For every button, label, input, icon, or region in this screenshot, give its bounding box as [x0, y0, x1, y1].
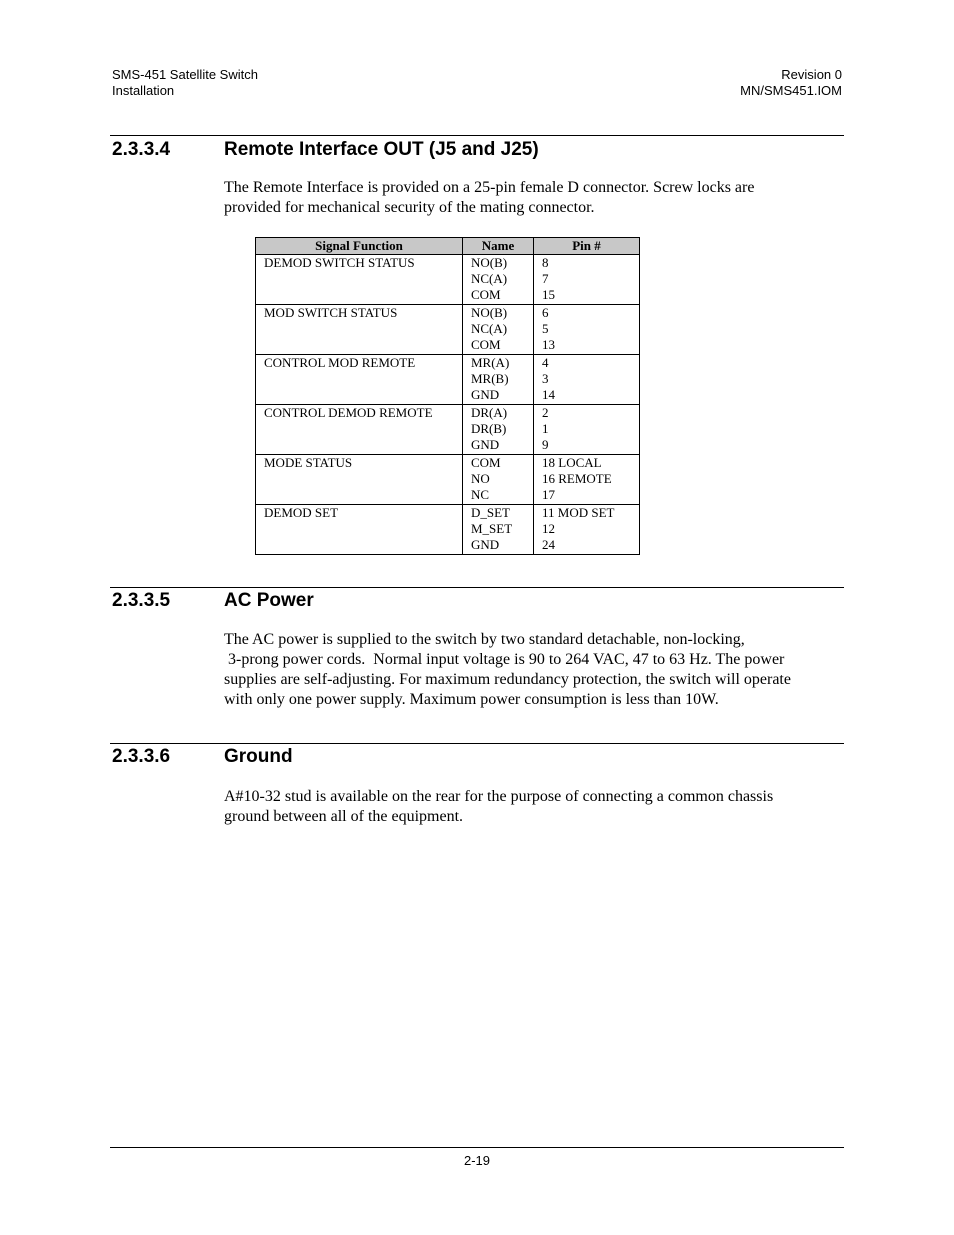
pin-number: 9: [542, 437, 549, 452]
pin-number: 12: [542, 521, 555, 536]
signal-function: MODE STATUS: [264, 455, 353, 470]
section-paragraph: [224, 630, 846, 710]
signal-name: COM: [471, 287, 501, 302]
signal-name: NO: [471, 471, 490, 486]
name-cell: [463, 305, 534, 355]
pin-cell: [534, 455, 640, 505]
doc-title: SMS-451 Satellite Switch: [112, 67, 258, 82]
signal-name: NC(A): [471, 271, 508, 286]
signal-function: DEMOD SWITCH STATUS: [264, 255, 415, 270]
signal-name: MR(A): [471, 355, 510, 370]
signal-name: COM: [471, 455, 501, 470]
table-header-row: [256, 238, 640, 255]
pin-number: 1: [542, 421, 549, 436]
pin-number: 14: [542, 387, 555, 402]
table-row: [256, 455, 640, 505]
signal-function-cell: [256, 255, 463, 305]
name-cell: [463, 255, 534, 305]
name-cell: [463, 505, 534, 555]
pin-number: 6: [542, 305, 549, 320]
section-paragraph: [224, 787, 846, 827]
pin-number: 3: [542, 371, 549, 386]
signal-name: DR(B): [471, 421, 507, 436]
pin-number: 11 MOD SET: [542, 505, 615, 520]
pin-number: 8: [542, 255, 549, 270]
paragraph-line: The AC power is supplied to the switch by two standard detachable, non-locking,: [224, 631, 745, 648]
section-number: 2.3.3.4: [112, 139, 171, 160]
paragraph-line: supplies are self-adjusting. For maximum redundancy protection, the switch will operate: [224, 671, 791, 688]
signal-function-cell: [256, 405, 463, 455]
section-number: 2.3.3.6: [112, 746, 171, 767]
section-title: Remote Interface OUT (J5 and J25): [224, 139, 539, 160]
signal-name: NC: [471, 487, 490, 502]
signal-name: NC(A): [471, 321, 508, 336]
pin-number: 4: [542, 355, 549, 370]
name-cell: [463, 405, 534, 455]
signal-function: MOD SWITCH STATUS: [264, 305, 398, 320]
table-row: [256, 355, 640, 405]
pin-cell: [534, 305, 640, 355]
signal-function: CONTROL DEMOD REMOTE: [264, 405, 433, 420]
doc-number: MN/SMS451.IOM: [740, 83, 842, 98]
section-divider: [110, 587, 844, 588]
pin-number: 18 LOCAL: [542, 455, 602, 470]
header-left: [112, 67, 258, 99]
signal-name: M_SET: [471, 521, 513, 536]
paragraph-line: 3-prong power cords. Normal input voltage is 90 to 264 VAC, 47 to 63 Hz. The power: [224, 651, 785, 668]
table-row: [256, 255, 640, 305]
paragraph-line: The Remote Interface is provided on a 25-pin female D connector. Screw locks are: [224, 179, 755, 196]
revision-label: Revision 0: [781, 67, 842, 82]
header-right: [740, 67, 842, 99]
chapter-title: Installation: [112, 83, 175, 98]
signal-name: GND: [471, 537, 500, 552]
signal-function-cell: [256, 505, 463, 555]
pin-cell: [534, 405, 640, 455]
signal-function: DEMOD SET: [264, 505, 339, 520]
table-row: [256, 405, 640, 455]
section-number: 2.3.3.5: [112, 590, 171, 611]
pin-number: 16 REMOTE: [542, 471, 612, 486]
paragraph-line: provided for mechanical security of the mating connector.: [224, 199, 595, 216]
column-header-name: Name: [463, 238, 534, 255]
signal-name: D_SET: [471, 505, 510, 520]
name-cell: [463, 455, 534, 505]
pin-number: 7: [542, 271, 549, 286]
signal-function-cell: [256, 355, 463, 405]
signal-name: GND: [471, 437, 500, 452]
section-title: AC Power: [224, 590, 314, 611]
section-paragraph: [224, 178, 846, 218]
signal-name: MR(B): [471, 371, 509, 386]
paragraph-line: A#10-32 stud is available on the rear for the purpose of connecting a common chassis: [224, 788, 774, 805]
pin-number: 5: [542, 321, 549, 336]
page-number: 2-19: [463, 1153, 491, 1168]
name-cell: [463, 355, 534, 405]
signal-name: NO(B): [471, 255, 508, 270]
section-title: Ground: [224, 746, 293, 767]
pin-number: 17: [542, 487, 555, 502]
signal-function: CONTROL MOD REMOTE: [264, 355, 416, 370]
table-row: [256, 505, 640, 555]
column-header-pin: Pin #: [534, 238, 640, 255]
section-divider: [110, 135, 844, 136]
pin-number: 2: [542, 405, 549, 420]
signal-name: NO(B): [471, 305, 508, 320]
pin-cell: [534, 505, 640, 555]
signal-function-cell: [256, 455, 463, 505]
pin-number: 13: [542, 337, 555, 352]
signal-name: GND: [471, 387, 500, 402]
signal-name: DR(A): [471, 405, 508, 420]
section-divider: [110, 743, 844, 744]
table-row: [256, 305, 640, 355]
pin-number: 15: [542, 287, 555, 302]
paragraph-line: with only one power supply. Maximum power consumption is less than 10W.: [224, 691, 719, 708]
footer-divider: [110, 1147, 844, 1148]
pin-cell: [534, 355, 640, 405]
pin-number: 24: [542, 537, 555, 552]
remote-interface-pin-table: [255, 237, 640, 555]
signal-function-cell: [256, 305, 463, 355]
column-header-signal-function: Signal Function: [256, 238, 463, 255]
paragraph-line: ground between all of the equipment.: [224, 808, 464, 825]
pin-cell: [534, 255, 640, 305]
signal-name: COM: [471, 337, 501, 352]
